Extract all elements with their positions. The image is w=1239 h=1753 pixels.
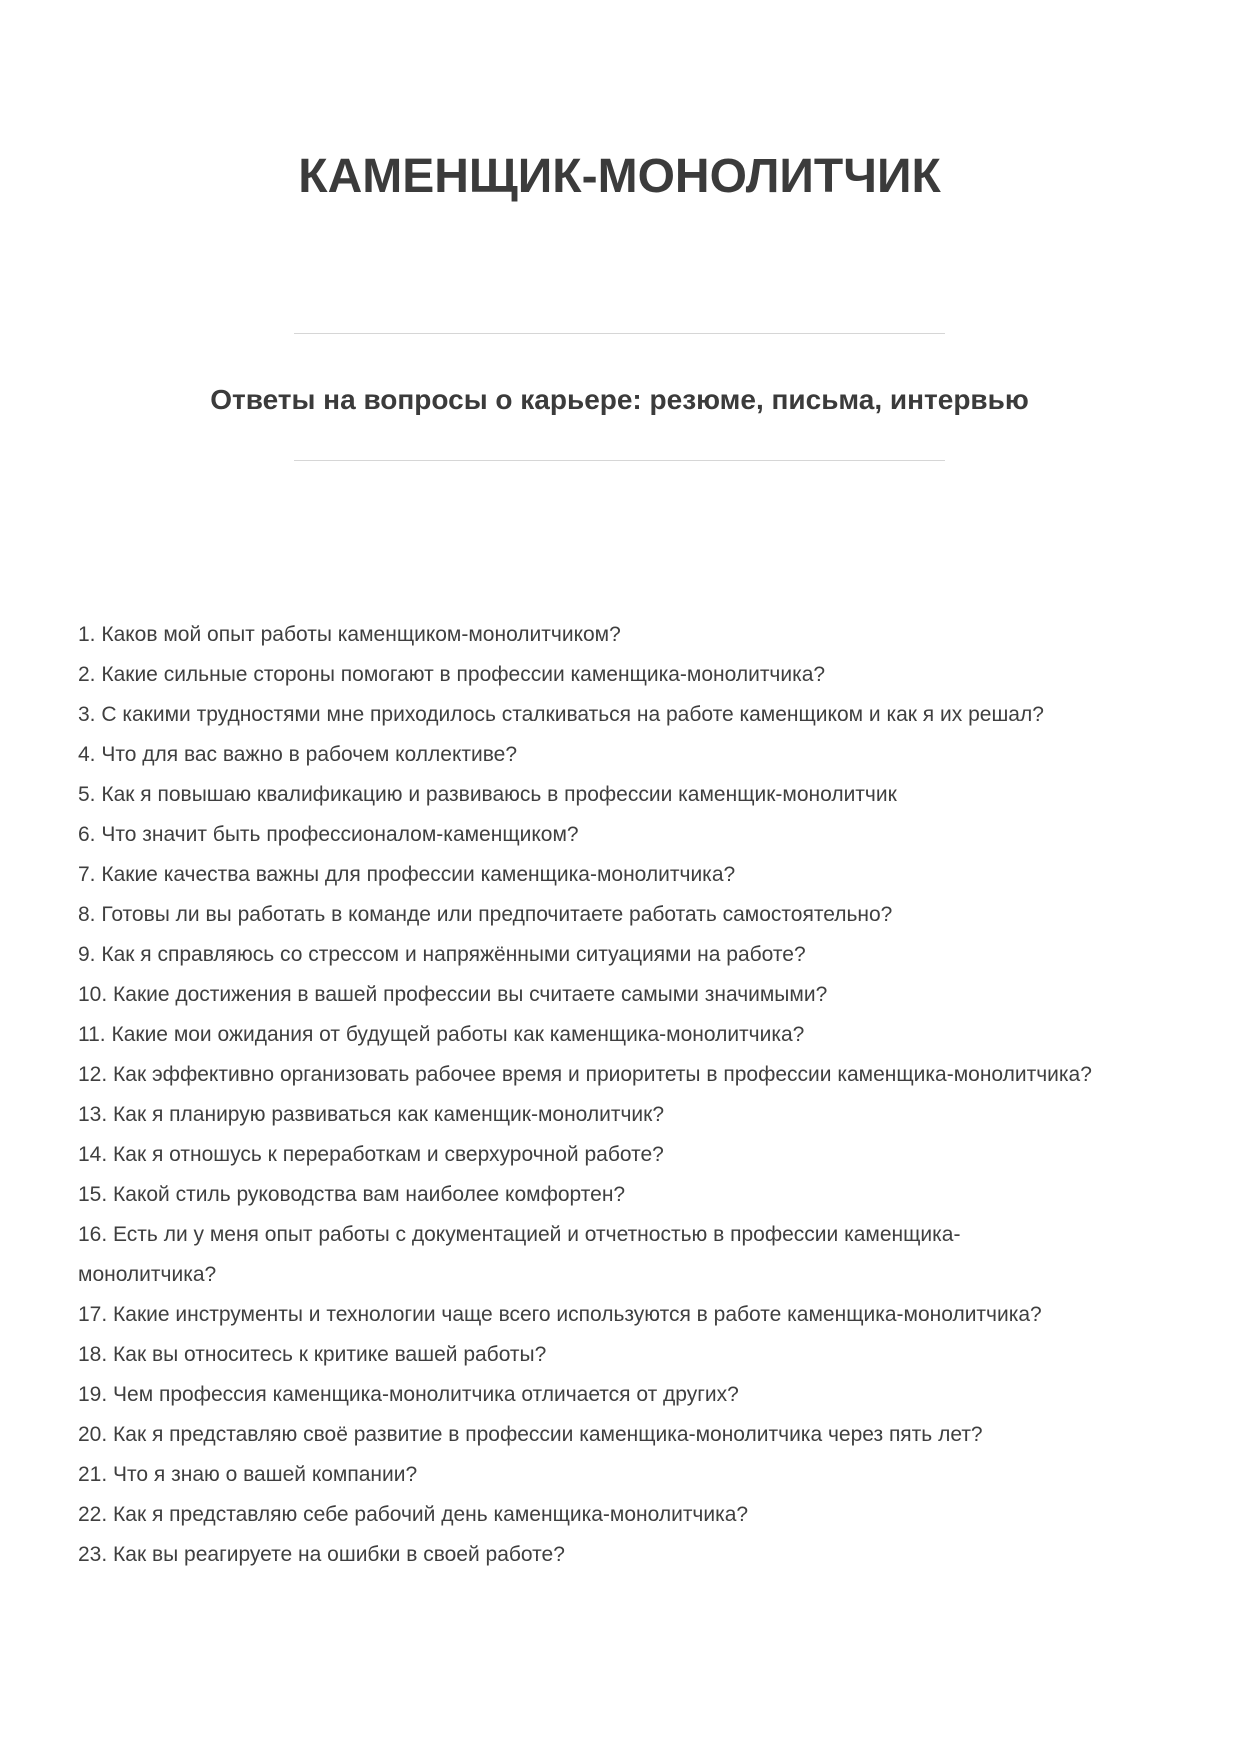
question-item: 21. Что я знаю о вашей компании?: [78, 1463, 418, 1486]
question-item: 17. Какие инструменты и технологии чаще всего используются в работе каменщика-монолитчика?: [78, 1303, 1042, 1326]
question-item: 22. Как я представляю себе рабочий день каменщика-монолитчика?: [78, 1503, 749, 1526]
question-item: 16. Есть ли у меня опыт работы с документацией и отчетностью в профессии каменщика-монолитчика?: [78, 1223, 961, 1286]
question-item: 10. Какие достижения в вашей профессии вы считаете самыми значимыми?: [78, 983, 828, 1006]
page-title: КАМЕНЩИК-МОНОЛИТЧИК: [298, 150, 941, 203]
question-item: 18. Как вы относитесь к критике вашей работы?: [78, 1343, 547, 1366]
question-item: 6. Что значит быть профессионалом-каменщиком?: [78, 823, 579, 846]
question-item: 3. С какими трудностями мне приходилось сталкиваться на работе каменщиком и как я их решал?: [78, 703, 1044, 726]
question-item: 7. Какие качества важны для профессии каменщика-монолитчика?: [78, 863, 736, 886]
question-item: 23. Как вы реагируете на ошибки в своей работе?: [78, 1543, 565, 1566]
question-item: 8. Готовы ли вы работать в команде или предпочитаете работать самостоятельно?: [78, 903, 893, 926]
question-item: 12. Как эффективно организовать рабочее время и приоритеты в профессии каменщика-монолитчика?: [78, 1063, 1092, 1086]
question-item: 20. Как я представляю своё развитие в профессии каменщика-монолитчика через пять лет?: [78, 1423, 983, 1446]
question-item: 9. Как я справляюсь со стрессом и напряжёнными ситуациями на работе?: [78, 943, 806, 966]
divider-top: [294, 333, 945, 334]
question-item: 1. Каков мой опыт работы каменщиком-монолитчиком?: [78, 623, 621, 646]
question-item: 5. Как я повышаю квалификацию и развиваюсь в профессии каменщик-монолитчик: [78, 783, 897, 806]
question-item: 11. Какие мои ожидания от будущей работы как каменщика-монолитчика?: [78, 1023, 805, 1046]
divider-bottom: [294, 460, 945, 461]
page-subtitle: Ответы на вопросы о карьере: резюме, письма, интервью: [210, 384, 1029, 415]
question-item: 14. Как я отношусь к переработкам и сверхурочной работе?: [78, 1143, 664, 1166]
question-item: 15. Какой стиль руководства вам наиболее комфортен?: [78, 1183, 626, 1206]
question-item: 19. Чем профессия каменщика-монолитчика отличается от других?: [78, 1383, 739, 1406]
question-list: [78, 615, 1098, 1575]
question-item: 4. Что для вас важно в рабочем коллективе?: [78, 743, 518, 766]
question-item: 13. Как я планирую развиваться как каменщик-монолитчик?: [78, 1103, 665, 1126]
question-item: 2. Какие сильные стороны помогают в профессии каменщика-монолитчика?: [78, 663, 826, 686]
